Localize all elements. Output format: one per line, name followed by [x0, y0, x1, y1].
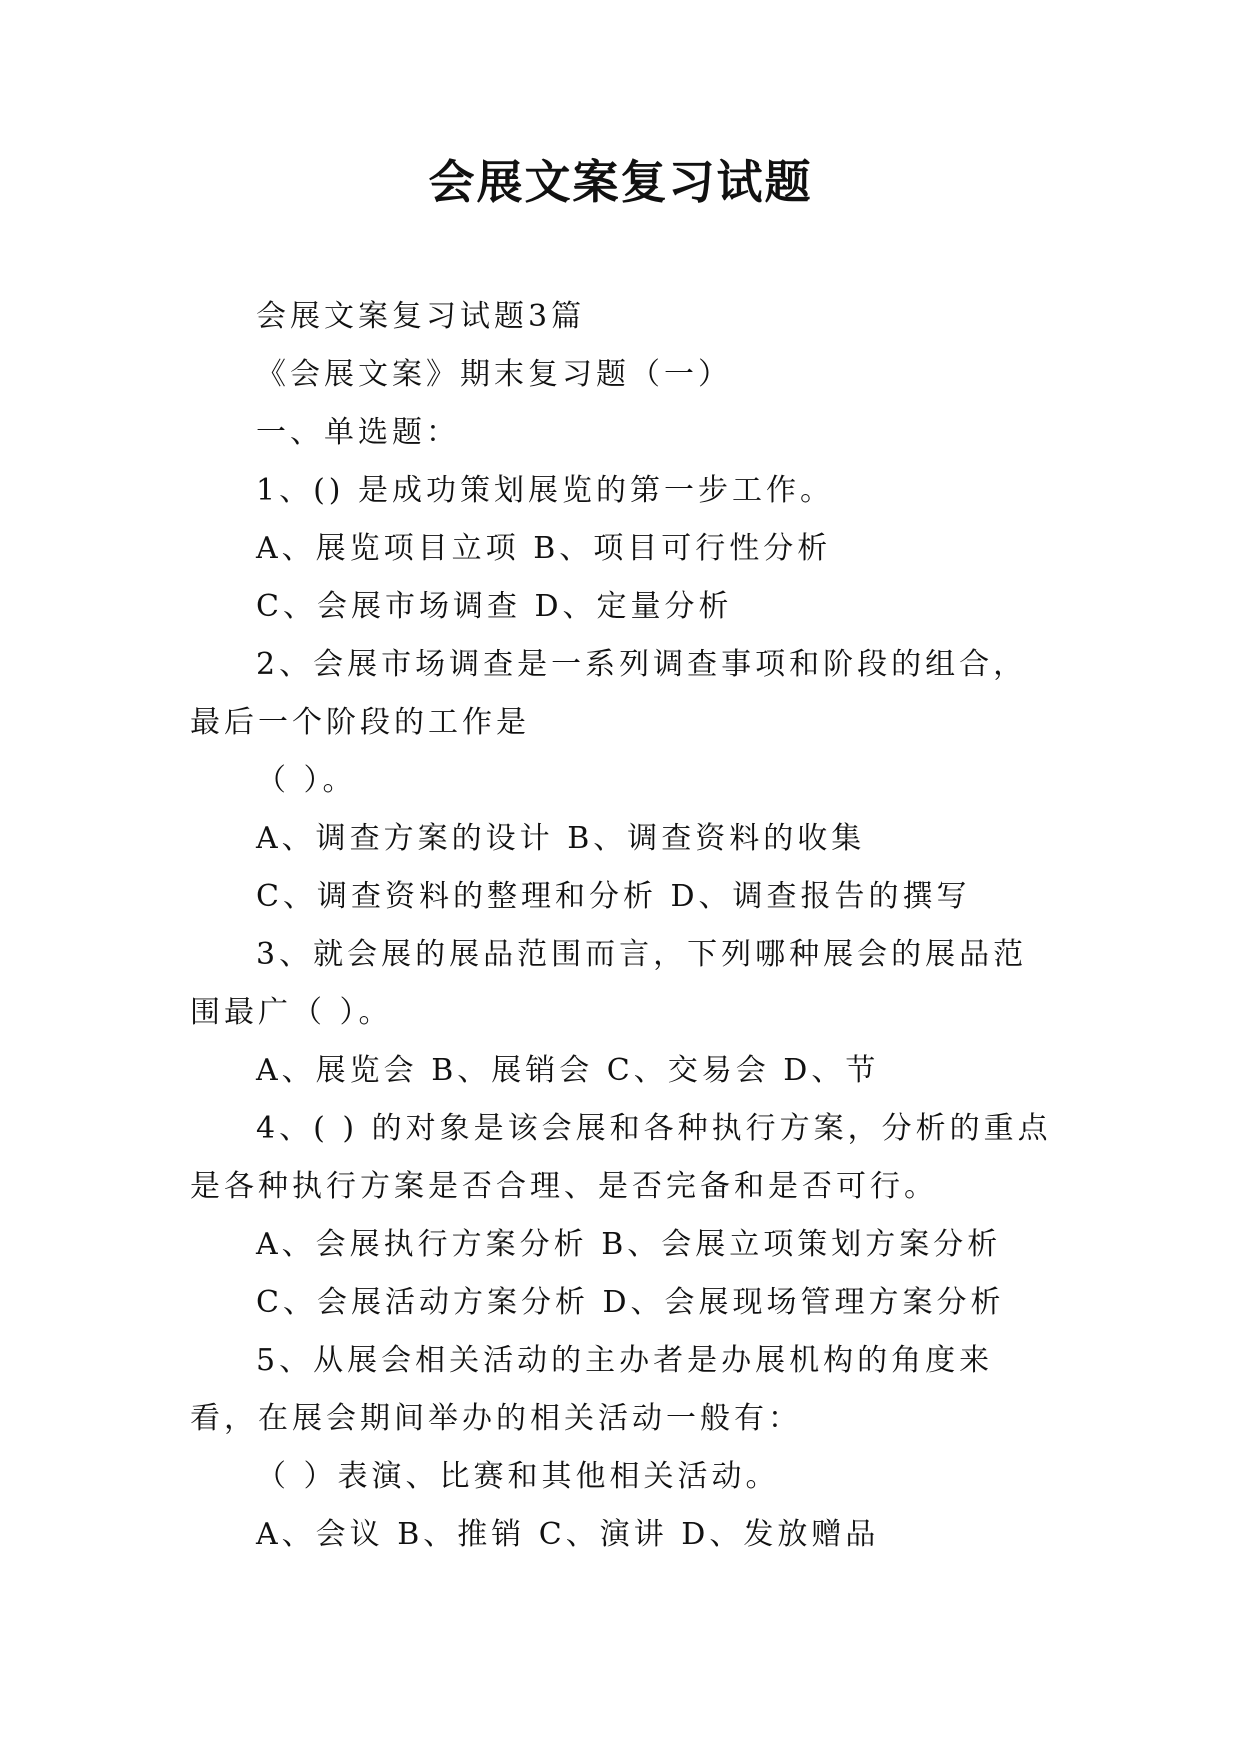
- question-4: 4、( ) 的对象是该会展和各种执行方案，分析的重点是各种执行方案是否合理、是否完备和是否可行。: [190, 1111, 1052, 1204]
- question-5-options: A、会议 B、推销 C、演讲 D、发放赠品: [256, 1517, 880, 1552]
- question-2: 2、会展市场调查是一系列调查事项和阶段的组合，最后一个阶段的工作是: [190, 647, 1028, 740]
- question-5: 5、从展会相关活动的主办者是办展机构的角度来看，在展会期间举办的相关活动一般有：: [190, 1343, 994, 1436]
- question-1-options-ab: A、展览项目立项 B、项目可行性分析: [256, 531, 832, 566]
- question-2-blank: （ ）。: [256, 763, 357, 798]
- question-4-options-cd: C、会展活动方案分析 D、会展现场管理方案分析: [256, 1285, 1005, 1320]
- document-title: 会展文案复习试题: [428, 155, 813, 209]
- question-3-options: A、展览会 B、展销会 C、交易会 D、节: [256, 1053, 880, 1088]
- question-4-options-ab: A、会展执行方案分析 B、会展立项策划方案分析: [256, 1227, 1002, 1262]
- section-heading: 一、单选题：: [256, 415, 460, 450]
- question-1: 1、() 是成功策划展览的第一步工作。: [256, 473, 835, 508]
- paragraph: 《会展文案》期末复习题（一）: [256, 357, 732, 392]
- question-2-options-cd: C、调查资料的整理和分析 D、调查报告的撰写: [256, 879, 971, 914]
- question-5-blank: （ ）表演、比赛和其他相关活动。: [256, 1459, 780, 1494]
- document-body: [190, 288, 1060, 1564]
- question-1-options-cd: C、会展市场调查 D、定量分析: [256, 589, 733, 624]
- paragraph: 会展文案复习试题3篇: [256, 299, 586, 334]
- question-2-options-ab: A、调查方案的设计 B、调查资料的收集: [256, 821, 866, 856]
- question-3: 3、就会展的展品范围而言，下列哪种展会的展品范围最广（ ）。: [190, 937, 1028, 1030]
